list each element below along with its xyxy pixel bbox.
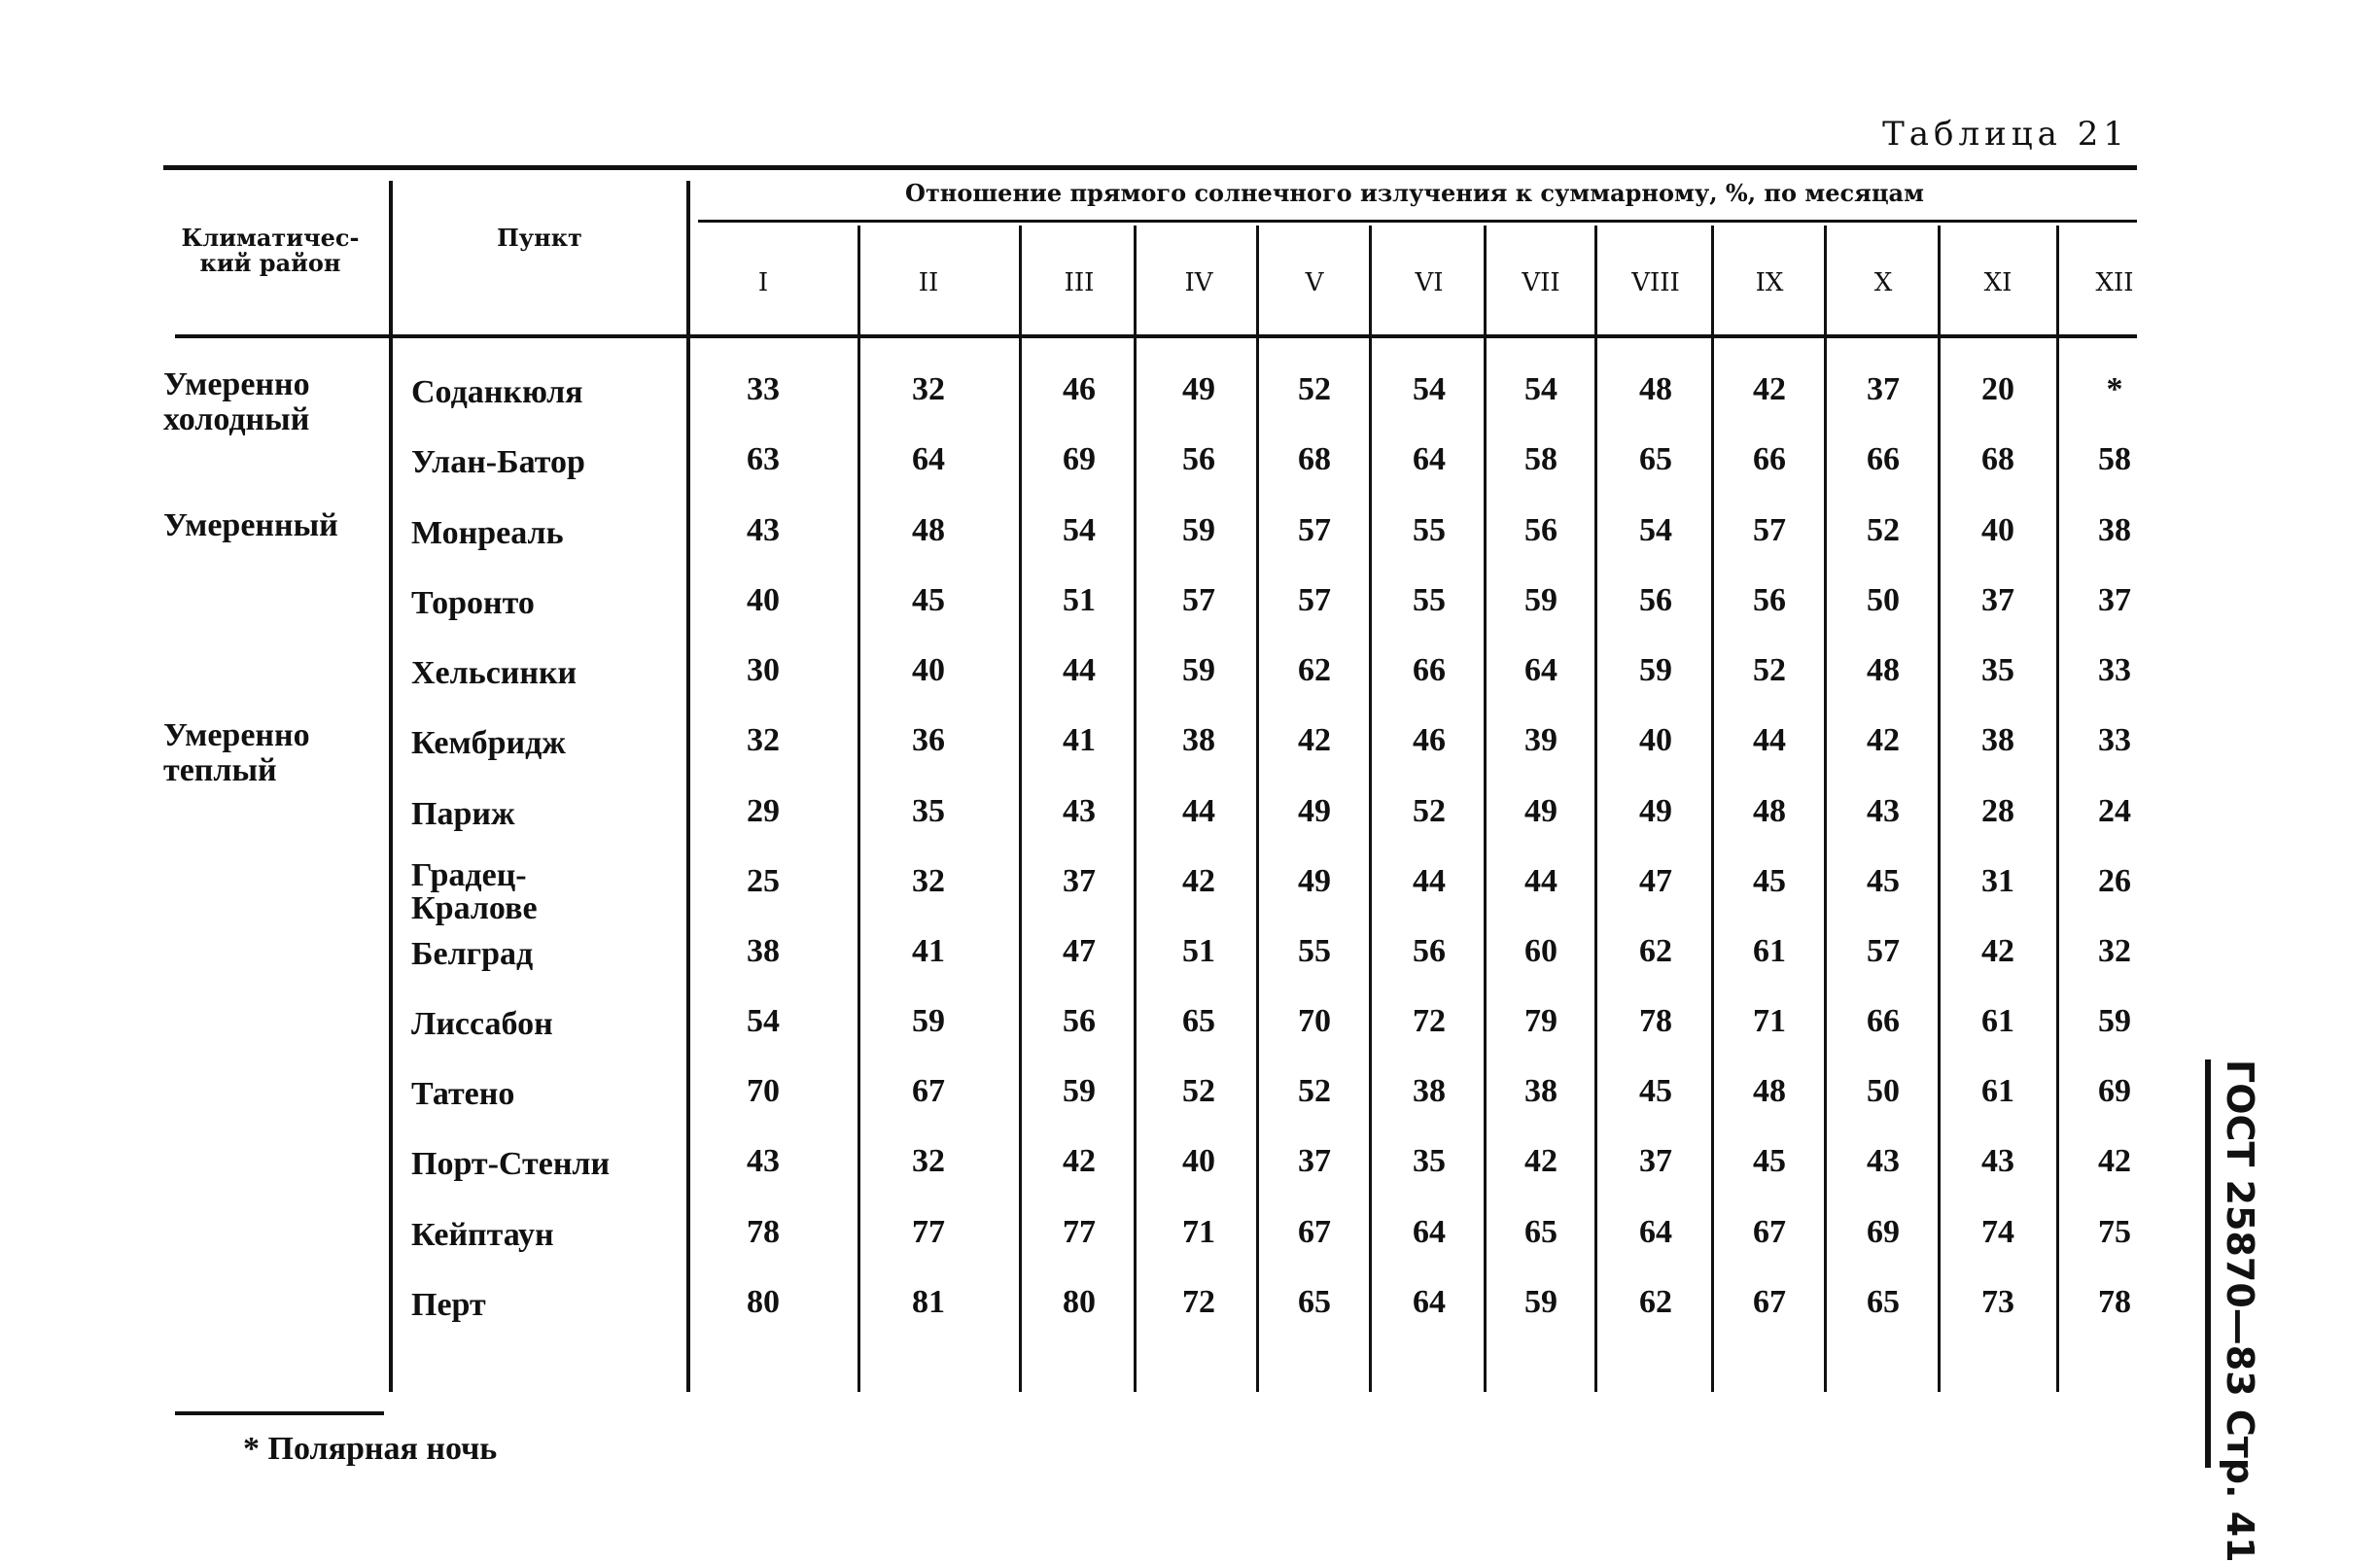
table-cell: 79 xyxy=(1524,1003,1558,1039)
table-cell: 47 xyxy=(1063,933,1096,969)
table-cell: 42 xyxy=(2098,1143,2131,1179)
month-header-5: V xyxy=(1305,268,1324,297)
table-cell: 24 xyxy=(2098,793,2131,829)
table-cell: 64 xyxy=(1639,1214,1672,1250)
table-cell: 32 xyxy=(912,371,945,407)
region-label: Умеренно теплый xyxy=(163,717,310,788)
table-cell: 40 xyxy=(1182,1143,1215,1179)
table-cell: 78 xyxy=(2098,1284,2131,1320)
table-cell: 66 xyxy=(1753,441,1786,477)
table-cell: 81 xyxy=(912,1284,945,1320)
table-cell: 42 xyxy=(1753,371,1786,407)
table-cell: 72 xyxy=(1413,1003,1446,1039)
table-cell: 52 xyxy=(1298,371,1331,407)
table-cell: 64 xyxy=(1524,652,1558,688)
table-cell: 20 xyxy=(1981,371,2014,407)
table-cell: 32 xyxy=(912,863,945,899)
month-header-12: XII xyxy=(2095,268,2134,297)
table-cell: 50 xyxy=(1867,582,1900,618)
table-cell: 54 xyxy=(1524,371,1558,407)
table-cell: 41 xyxy=(1063,722,1096,758)
month-divider-8 xyxy=(1711,226,1714,1392)
table-cell: 43 xyxy=(1867,793,1900,829)
table-cell: 44 xyxy=(1413,863,1446,899)
station-name: Хельсинки xyxy=(411,655,578,691)
table-cell: 62 xyxy=(1298,652,1331,688)
table-cell: 77 xyxy=(1063,1214,1096,1250)
table-cell: 57 xyxy=(1753,512,1786,548)
station-name: Татено xyxy=(411,1076,515,1112)
table-cell: 49 xyxy=(1298,863,1331,899)
table-cell: 37 xyxy=(1867,371,1900,407)
month-divider-5 xyxy=(1369,226,1372,1392)
table-cell: 33 xyxy=(747,371,780,407)
table-cell: 38 xyxy=(1524,1073,1558,1109)
station-name: Перт xyxy=(411,1287,486,1323)
table-cell: 26 xyxy=(2098,863,2131,899)
table-cell: 59 xyxy=(912,1003,945,1039)
table-cell: 60 xyxy=(1524,933,1558,969)
station-name: Кейптаун xyxy=(411,1217,554,1253)
table-cell: 62 xyxy=(1639,933,1672,969)
table-cell: 61 xyxy=(1981,1003,2014,1039)
table-cell: 48 xyxy=(1867,652,1900,688)
table-cell: 36 xyxy=(912,722,945,758)
month-divider-6 xyxy=(1484,226,1487,1392)
table-cell: 78 xyxy=(747,1214,780,1250)
table-cell: 50 xyxy=(1867,1073,1900,1109)
table-cell: 55 xyxy=(1413,582,1446,618)
table-cell: 42 xyxy=(1867,722,1900,758)
table-cell: 52 xyxy=(1182,1073,1215,1109)
side-bar xyxy=(2205,1059,2211,1468)
station-values-divider xyxy=(686,181,690,1392)
table-cell: 70 xyxy=(1298,1003,1331,1039)
table-cell: 52 xyxy=(1753,652,1786,688)
table-cell: 57 xyxy=(1867,933,1900,969)
header-bottom-rule xyxy=(175,334,2137,338)
table-cell: 59 xyxy=(1063,1073,1096,1109)
page-side-label xyxy=(2205,1059,2273,1563)
footnote: * Полярная ночь xyxy=(243,1431,498,1467)
table-cell: 56 xyxy=(1182,441,1215,477)
table-cell: 37 xyxy=(1981,582,2014,618)
table-cell: 63 xyxy=(747,441,780,477)
table-cell: 73 xyxy=(1981,1284,2014,1320)
table-cell: 61 xyxy=(1981,1073,2014,1109)
table-cell: 67 xyxy=(1753,1214,1786,1250)
table-cell: 45 xyxy=(1867,863,1900,899)
table-cell: 49 xyxy=(1182,371,1215,407)
table-cell: 56 xyxy=(1524,512,1558,548)
month-header-8: VIII xyxy=(1631,268,1680,297)
table-cell: 32 xyxy=(2098,933,2131,969)
station-name: Порт-Стенли xyxy=(411,1146,611,1182)
table-cell: 54 xyxy=(747,1003,780,1039)
table-cell: 70 xyxy=(747,1073,780,1109)
table-cell: * xyxy=(2106,371,2123,407)
table-cell: 65 xyxy=(1298,1284,1331,1320)
table-cell: 35 xyxy=(1413,1143,1446,1179)
station-name: Лиссабон xyxy=(411,1006,553,1042)
table-cell: 42 xyxy=(1298,722,1331,758)
table-cell: 57 xyxy=(1182,582,1215,618)
region-label: Умеренно холодный xyxy=(163,366,310,437)
table-cell: 45 xyxy=(1753,1143,1786,1179)
table-cell: 64 xyxy=(1413,1214,1446,1250)
table-cell: 38 xyxy=(747,933,780,969)
month-header-3: III xyxy=(1064,268,1095,297)
table-cell: 44 xyxy=(1182,793,1215,829)
table-cell: 31 xyxy=(1981,863,2014,899)
table-cell: 46 xyxy=(1063,371,1096,407)
month-divider-1 xyxy=(858,226,860,1392)
table-cell: 37 xyxy=(1639,1143,1672,1179)
table-cell: 67 xyxy=(1298,1214,1331,1250)
table-cell: 45 xyxy=(912,582,945,618)
table-cell: 52 xyxy=(1413,793,1446,829)
table-cell: 38 xyxy=(1981,722,2014,758)
table-cell: 71 xyxy=(1182,1214,1215,1250)
table-cell: 59 xyxy=(1524,582,1558,618)
table-cell: 48 xyxy=(1753,793,1786,829)
station-name: Торонто xyxy=(411,585,535,621)
month-header-11: XI xyxy=(1983,268,2012,297)
station-name: Соданкюля xyxy=(411,374,583,410)
table-cell: 58 xyxy=(1524,441,1558,477)
month-divider-2 xyxy=(1019,226,1022,1392)
table-cell: 65 xyxy=(1639,441,1672,477)
table-cell: 32 xyxy=(747,722,780,758)
table-cell: 49 xyxy=(1298,793,1331,829)
table-caption: Таблица 21 xyxy=(1882,115,2129,154)
table-cell: 40 xyxy=(1981,512,2014,548)
month-header-6: VI xyxy=(1415,268,1444,297)
month-divider-11 xyxy=(2056,226,2059,1392)
table-cell: 35 xyxy=(1981,652,2014,688)
table-cell: 44 xyxy=(1524,863,1558,899)
station-name: Париж xyxy=(411,796,515,832)
table-cell: 66 xyxy=(1413,652,1446,688)
table-cell: 47 xyxy=(1639,863,1672,899)
table-cell: 68 xyxy=(1298,441,1331,477)
table-cell: 64 xyxy=(1413,441,1446,477)
table-cell: 29 xyxy=(747,793,780,829)
table-cell: 54 xyxy=(1063,512,1096,548)
table-cell: 57 xyxy=(1298,512,1331,548)
table-cell: 65 xyxy=(1867,1284,1900,1320)
table-cell: 59 xyxy=(1182,652,1215,688)
table-cell: 46 xyxy=(1413,722,1446,758)
table-cell: 56 xyxy=(1639,582,1672,618)
header-group: Отношение прямого солнечного излучения к суммарному, %, по месяцам xyxy=(905,179,1924,207)
station-name: Кембридж xyxy=(411,725,566,761)
table-cell: 68 xyxy=(1981,441,2014,477)
table-cell: 77 xyxy=(912,1214,945,1250)
table-cell: 66 xyxy=(1867,441,1900,477)
table-cell: 55 xyxy=(1298,933,1331,969)
table-cell: 40 xyxy=(747,582,780,618)
station-name: Белград xyxy=(411,936,534,972)
table-cell: 65 xyxy=(1524,1214,1558,1250)
table-cell: 71 xyxy=(1753,1003,1786,1039)
table-cell: 37 xyxy=(2098,582,2131,618)
table-cell: 64 xyxy=(1413,1284,1446,1320)
table-cell: 43 xyxy=(747,512,780,548)
month-divider-4 xyxy=(1256,226,1259,1392)
table-cell: 49 xyxy=(1524,793,1558,829)
table-cell: 37 xyxy=(1063,863,1096,899)
table-cell: 35 xyxy=(912,793,945,829)
table-cell: 64 xyxy=(912,441,945,477)
month-header-2: II xyxy=(918,268,939,297)
table-cell: 59 xyxy=(1524,1284,1558,1320)
table-cell: 32 xyxy=(912,1143,945,1179)
table-cell: 42 xyxy=(1063,1143,1096,1179)
table-cell: 57 xyxy=(1298,582,1331,618)
table-cell: 38 xyxy=(1413,1073,1446,1109)
top-rule xyxy=(163,165,2137,170)
month-divider-7 xyxy=(1594,226,1597,1392)
table-cell: 38 xyxy=(1182,722,1215,758)
month-header-10: X xyxy=(1873,268,1893,297)
side-text: ГОСТ 25870—83 Стр. 41 xyxy=(2219,1059,2261,1563)
month-divider-9 xyxy=(1824,226,1827,1392)
table-cell: 33 xyxy=(2098,722,2131,758)
table-cell: 43 xyxy=(1867,1143,1900,1179)
table-cell: 52 xyxy=(1867,512,1900,548)
table-cell: 43 xyxy=(747,1143,780,1179)
table-cell: 58 xyxy=(2098,441,2131,477)
table-cell: 40 xyxy=(1639,722,1672,758)
table-cell: 42 xyxy=(1182,863,1215,899)
table-cell: 39 xyxy=(1524,722,1558,758)
table-cell: 49 xyxy=(1639,793,1672,829)
region-station-divider xyxy=(389,181,393,1392)
table-cell: 59 xyxy=(2098,1003,2131,1039)
station-name: Градец- Кралове xyxy=(411,857,538,926)
table-cell: 45 xyxy=(1753,863,1786,899)
station-name: Монреаль xyxy=(411,515,564,551)
table-cell: 30 xyxy=(747,652,780,688)
table-cell: 80 xyxy=(1063,1284,1096,1320)
month-header-1: I xyxy=(757,268,769,297)
table-cell: 56 xyxy=(1753,582,1786,618)
table-cell: 69 xyxy=(2098,1073,2131,1109)
table-cell: 42 xyxy=(1524,1143,1558,1179)
footnote-rule xyxy=(175,1411,384,1415)
table-cell: 69 xyxy=(1867,1214,1900,1250)
header-station: Пункт xyxy=(497,224,582,252)
table-cell: 43 xyxy=(1063,793,1096,829)
table-cell: 41 xyxy=(912,933,945,969)
table-cell: 56 xyxy=(1063,1003,1096,1039)
table-cell: 48 xyxy=(1639,371,1672,407)
table-cell: 48 xyxy=(1753,1073,1786,1109)
table-cell: 61 xyxy=(1753,933,1786,969)
month-divider-3 xyxy=(1134,226,1137,1392)
table-cell: 51 xyxy=(1182,933,1215,969)
group-header-rule xyxy=(698,220,2137,223)
table-cell: 59 xyxy=(1182,512,1215,548)
table-cell: 52 xyxy=(1298,1073,1331,1109)
month-header-9: IX xyxy=(1755,268,1784,297)
month-header-4: IV xyxy=(1184,268,1213,297)
table-cell: 51 xyxy=(1063,582,1096,618)
table-cell: 44 xyxy=(1063,652,1096,688)
station-name: Улан-Батор xyxy=(411,444,585,480)
table-cell: 54 xyxy=(1639,512,1672,548)
table-cell: 56 xyxy=(1413,933,1446,969)
table-cell: 74 xyxy=(1981,1214,2014,1250)
table-cell: 80 xyxy=(747,1284,780,1320)
region-label: Умеренный xyxy=(163,507,338,543)
table-cell: 33 xyxy=(2098,652,2131,688)
table-cell: 78 xyxy=(1639,1003,1672,1039)
table-cell: 45 xyxy=(1639,1073,1672,1109)
table-cell: 67 xyxy=(912,1073,945,1109)
table-cell: 28 xyxy=(1981,793,2014,829)
header-region: Климатичес- кий район xyxy=(181,224,360,277)
month-header-7: VII xyxy=(1522,268,1560,297)
table-cell: 69 xyxy=(1063,441,1096,477)
table-cell: 48 xyxy=(912,512,945,548)
table-cell: 37 xyxy=(1298,1143,1331,1179)
table-cell: 72 xyxy=(1182,1284,1215,1320)
table-cell: 62 xyxy=(1639,1284,1672,1320)
table-cell: 38 xyxy=(2098,512,2131,548)
month-divider-10 xyxy=(1938,226,1941,1392)
table-cell: 75 xyxy=(2098,1214,2131,1250)
table-cell: 67 xyxy=(1753,1284,1786,1320)
table-cell: 42 xyxy=(1981,933,2014,969)
table-cell: 43 xyxy=(1981,1143,2014,1179)
table-cell: 54 xyxy=(1413,371,1446,407)
table-cell: 66 xyxy=(1867,1003,1900,1039)
table-cell: 65 xyxy=(1182,1003,1215,1039)
table-cell: 25 xyxy=(747,863,780,899)
table-cell: 55 xyxy=(1413,512,1446,548)
table-cell: 59 xyxy=(1639,652,1672,688)
table-cell: 44 xyxy=(1753,722,1786,758)
table-cell: 40 xyxy=(912,652,945,688)
